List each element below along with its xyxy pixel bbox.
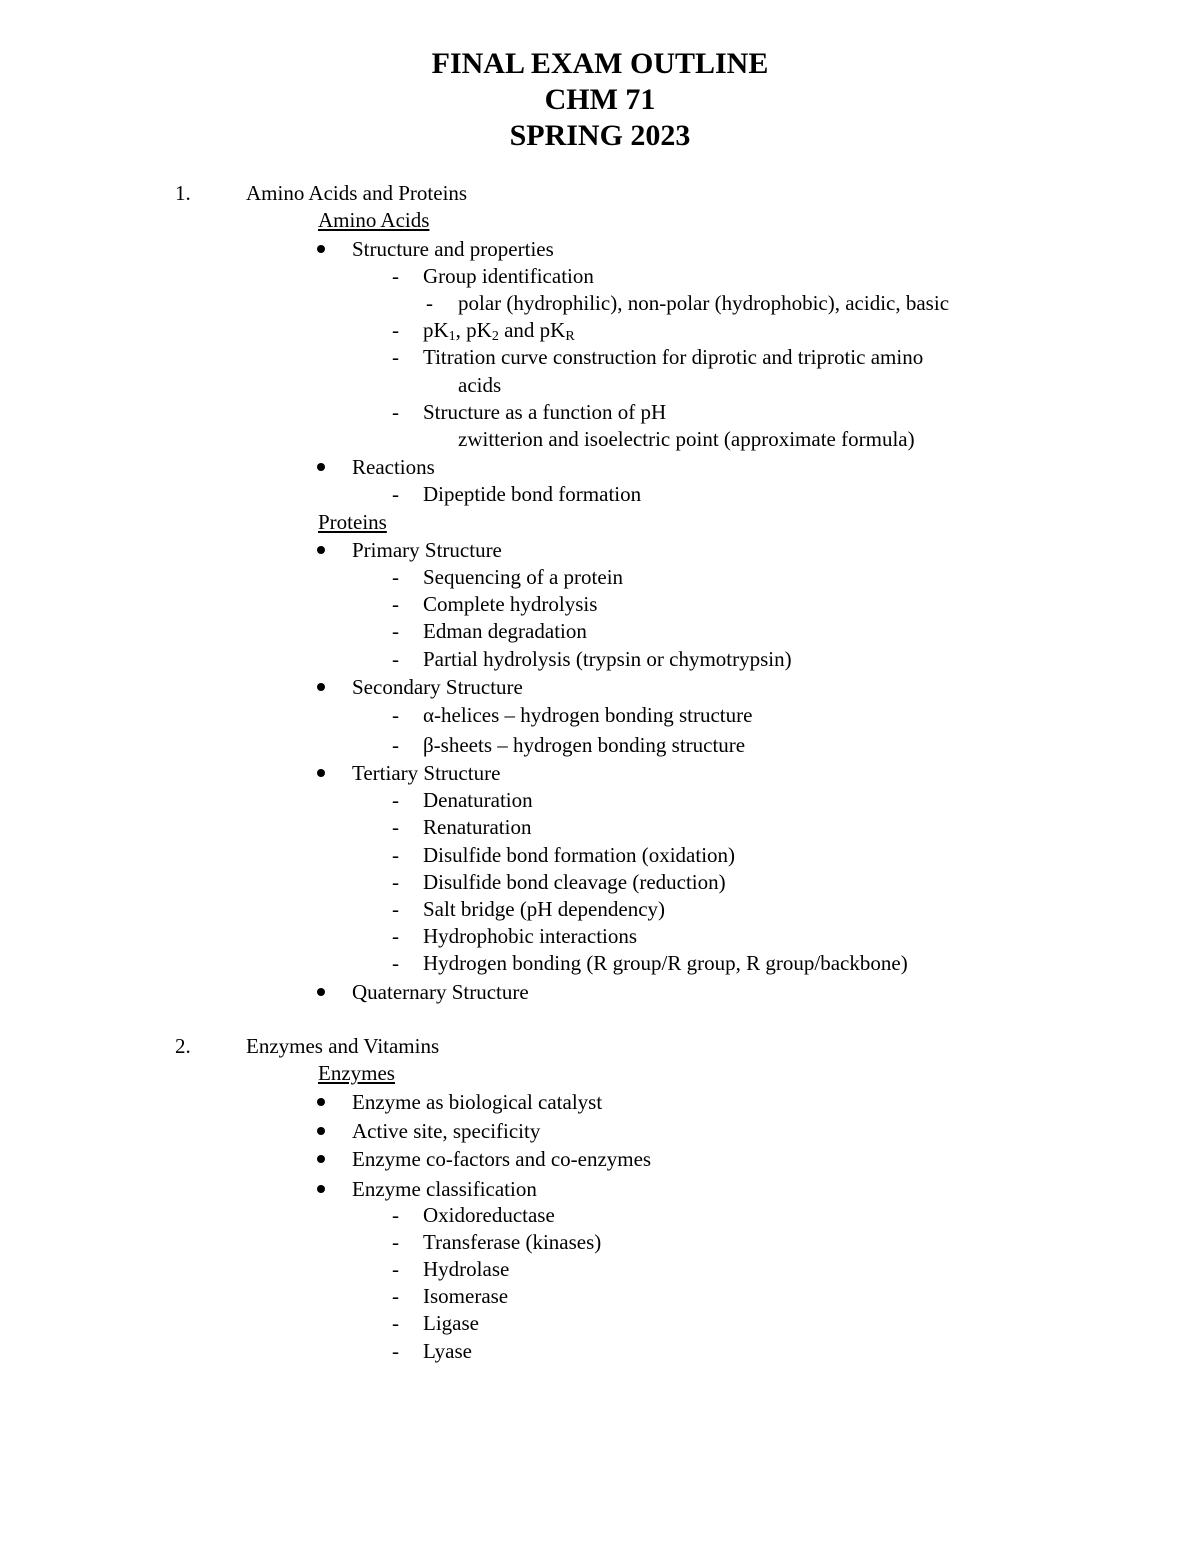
bullet-item: Enzyme classification bbox=[352, 1177, 537, 1201]
dash-marker: - bbox=[392, 843, 399, 867]
dash-marker: - bbox=[392, 318, 399, 342]
bullet-icon bbox=[317, 1185, 325, 1193]
dash-item: Denaturation bbox=[423, 788, 533, 812]
subsection-heading: Amino Acids bbox=[318, 208, 430, 232]
dash-item: Disulfide bond cleavage (reduction) bbox=[423, 870, 726, 894]
bullet-icon bbox=[317, 683, 325, 691]
dash-marker: - bbox=[392, 924, 399, 948]
dash-marker: - bbox=[392, 619, 399, 643]
pk-values bbox=[423, 317, 575, 343]
bullet-icon bbox=[317, 1155, 325, 1163]
dash-marker: - bbox=[392, 345, 399, 369]
dash-item: Transferase (kinases) bbox=[423, 1230, 602, 1254]
dash-marker: - bbox=[392, 733, 399, 757]
dash-item: Group identification bbox=[423, 264, 594, 288]
dash-marker: - bbox=[392, 264, 399, 288]
dash-item: Structure as a function of pH bbox=[423, 400, 667, 424]
dash-marker: - bbox=[426, 291, 433, 315]
bullet-icon bbox=[317, 546, 325, 554]
dash-item: Isomerase bbox=[423, 1284, 509, 1308]
bullet-item: Structure and properties bbox=[352, 237, 554, 261]
bullet-item: Quaternary Structure bbox=[352, 980, 529, 1004]
dash-marker: - bbox=[392, 815, 399, 839]
pk-subscript: 1 bbox=[448, 329, 456, 344]
dash-marker: - bbox=[392, 1311, 399, 1335]
dash-item: α-helices – hydrogen bonding structure bbox=[423, 703, 753, 727]
dash-marker: - bbox=[392, 1284, 399, 1308]
dash-marker: - bbox=[392, 703, 399, 727]
section-title: Amino Acids and Proteins bbox=[246, 181, 468, 205]
pk-subscript: R bbox=[565, 329, 575, 344]
subsection-heading: Proteins bbox=[318, 510, 387, 534]
title-line-2: CHM 71 bbox=[544, 83, 656, 116]
pk-text: pK bbox=[423, 318, 449, 342]
section-number: 2. bbox=[175, 1034, 191, 1058]
dash-item: Hydrolase bbox=[423, 1257, 510, 1281]
dash-marker: - bbox=[392, 565, 399, 589]
dash-item: Titration curve construction for diprotic and triprotic amino bbox=[423, 345, 924, 369]
bullet-item: Enzyme as biological catalyst bbox=[352, 1090, 603, 1114]
section-title: Enzymes and Vitamins bbox=[246, 1034, 440, 1058]
dash-item: β-sheets – hydrogen bonding structure bbox=[423, 733, 746, 757]
dash-marker: - bbox=[392, 647, 399, 671]
dash-marker: - bbox=[392, 482, 399, 506]
title-line-3: SPRING 2023 bbox=[509, 119, 691, 152]
dash-marker: - bbox=[392, 1203, 399, 1227]
bullet-icon bbox=[317, 1127, 325, 1135]
subsection-heading: Enzymes bbox=[318, 1061, 395, 1085]
dash-marker: - bbox=[392, 1257, 399, 1281]
bullet-item: Reactions bbox=[352, 455, 435, 479]
bullet-item: Active site, specificity bbox=[352, 1119, 541, 1143]
dash-marker: - bbox=[392, 788, 399, 812]
dash-item: Hydrophobic interactions bbox=[423, 924, 638, 948]
dash-item: Disulfide bond formation (oxidation) bbox=[423, 843, 736, 867]
dash-marker: - bbox=[392, 400, 399, 424]
dash-item: Oxidoreductase bbox=[423, 1203, 555, 1227]
dash-item: Sequencing of a protein bbox=[423, 565, 624, 589]
dash-item: Partial hydrolysis (trypsin or chymotrypsin) bbox=[423, 647, 792, 671]
dash-marker: - bbox=[392, 1339, 399, 1363]
dash-item: Lyase bbox=[423, 1339, 472, 1363]
bullet-item: Primary Structure bbox=[352, 538, 502, 562]
dash-item: Ligase bbox=[423, 1311, 479, 1335]
dash-item: Dipeptide bond formation bbox=[423, 482, 642, 506]
bullet-icon bbox=[317, 988, 325, 996]
dash-item: Renaturation bbox=[423, 815, 532, 839]
dash-item-continuation: acids bbox=[458, 373, 502, 397]
pk-subscript: 2 bbox=[491, 329, 499, 344]
bullet-icon bbox=[317, 1098, 325, 1106]
dash-marker: - bbox=[392, 1230, 399, 1254]
dash-item: Hydrogen bonding (R group/R group, R group/backbone) bbox=[423, 951, 908, 975]
dash-item: polar (hydrophilic), non-polar (hydrophobic), acidic, basic bbox=[458, 291, 950, 315]
bullet-icon bbox=[317, 463, 325, 471]
bullet-icon bbox=[317, 769, 325, 777]
dash-marker: - bbox=[392, 592, 399, 616]
bullet-item: Tertiary Structure bbox=[352, 761, 501, 785]
dash-marker: - bbox=[392, 870, 399, 894]
dash-marker: - bbox=[392, 951, 399, 975]
pk-text: and pK bbox=[498, 318, 566, 342]
bullet-icon bbox=[317, 245, 325, 253]
bullet-item: Secondary Structure bbox=[352, 675, 523, 699]
dash-item: Complete hydrolysis bbox=[423, 592, 598, 616]
sub-item: zwitterion and isoelectric point (approximate formula) bbox=[458, 427, 915, 451]
bullet-item: Enzyme co-factors and co-enzymes bbox=[352, 1147, 652, 1171]
dash-item: Salt bridge (pH dependency) bbox=[423, 897, 666, 921]
dash-item: Edman degradation bbox=[423, 619, 587, 643]
dash-marker: - bbox=[392, 897, 399, 921]
section-number: 1. bbox=[175, 181, 191, 205]
pk-text: , pK bbox=[455, 318, 492, 342]
title-line-1: FINAL EXAM OUTLINE bbox=[431, 47, 769, 80]
